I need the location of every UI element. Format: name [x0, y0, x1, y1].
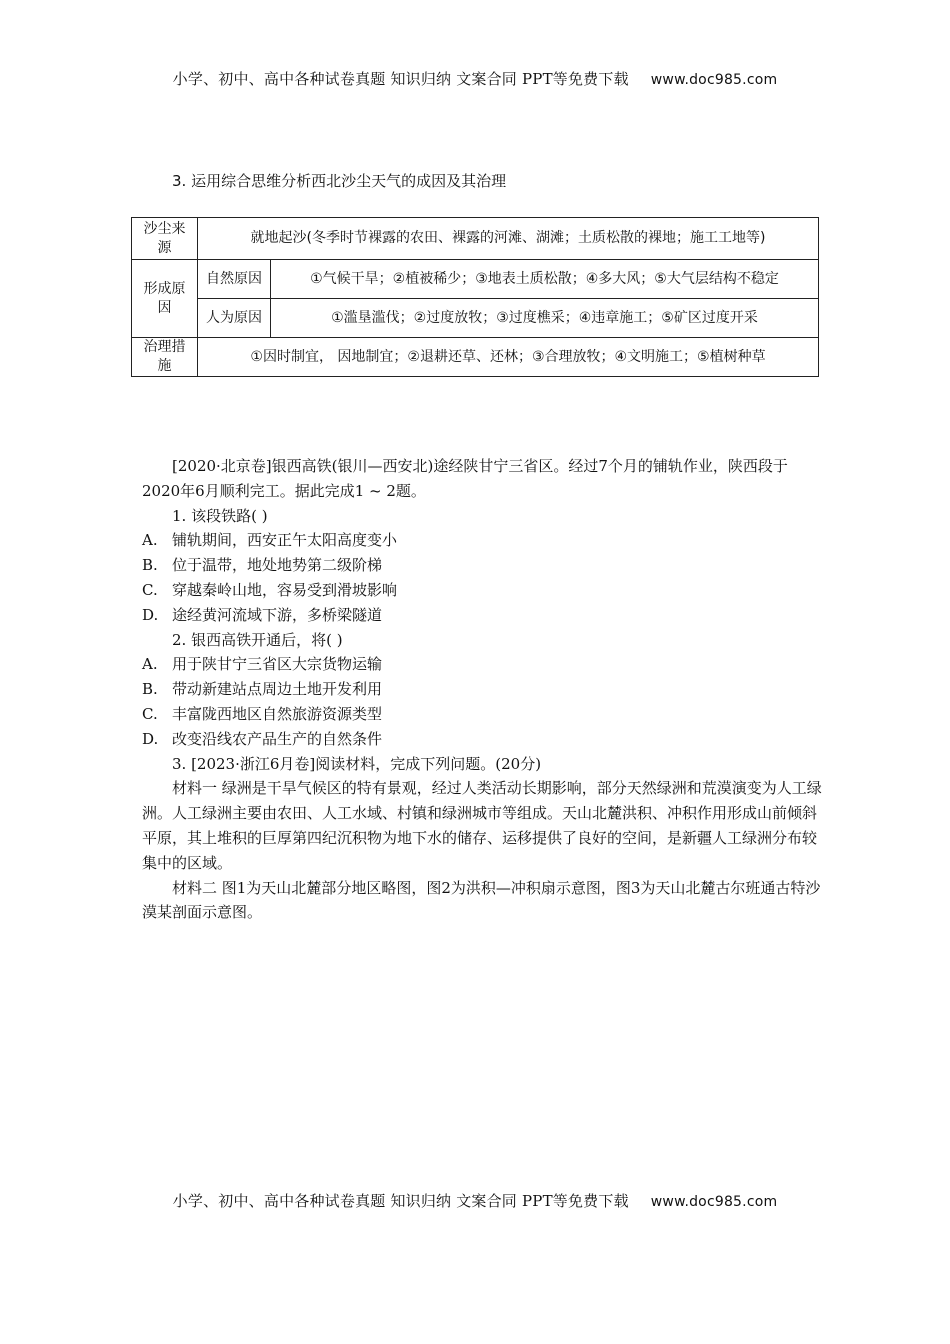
- q1-option-a: A. 铺轨期间，西安正午太阳高度变小: [142, 531, 398, 550]
- question-2-stem: 2. 银西高铁开通后，将( ): [172, 630, 343, 649]
- sub-label-human: 人为原因: [198, 299, 271, 338]
- q1-option-d: D. 途经黄河流域下游，多桥梁隧道: [142, 605, 383, 624]
- footer-site-link[interactable]: www.doc985.com: [650, 1194, 778, 1210]
- q1-option-b: B. 位于温带，地处地势第二级阶梯: [142, 556, 383, 575]
- page-footer: [0, 1190, 950, 1211]
- question-passage: [142, 454, 822, 925]
- sub-label-natural: 自然原因: [198, 260, 271, 299]
- header-text: 小学、初中、高中各种试卷真题 知识归纳 文案合同 PPT等免费下载: [172, 70, 629, 88]
- row-label-measures: 治理措施: [132, 338, 198, 377]
- natural-causes: ①气候干旱；②植被稀少；③地表土质松散；④多大风；⑤大气层结构不稳定: [271, 260, 819, 299]
- table-row: [132, 218, 819, 260]
- q2-option-c: C. 丰富陇西地区自然旅游资源类型: [142, 704, 383, 723]
- material-1: 材料一 绿洲是干旱气候区的特有景观，经过人类活动长期影响，部分天然绿洲和荒漠演变为人工绿洲。人工绿洲主要由农田、人工水域、村镇和绿洲城市等组成。天山北麓洪积、冲积作用形成山前倾斜平原，其上堆积的巨厚第四纪沉积物为地下水的储存、运移提供了良好的空间，是新疆人工绿洲分布较集中的区域。: [142, 779, 822, 872]
- q1-option-c: C. 穿越秦岭山地，容易受到滑坡影响: [142, 580, 398, 599]
- question-1-stem: 1. 该段铁路( ): [172, 506, 268, 525]
- page-header: [0, 68, 950, 89]
- q2-option-a: A. 用于陕甘宁三省区大宗货物运输: [142, 655, 383, 674]
- row-label-causes: 形成原因: [132, 260, 198, 338]
- row-label-source: 沙尘来源: [132, 218, 198, 260]
- material-2: 材料二 图1为天山北麓部分地区略图，图2为洪积—冲积扇示意图，图3为天山北麓古尔班通古特沙漠某剖面示意图。: [142, 878, 821, 922]
- question-3-stem: 3. [2023·浙江6月卷]阅读材料，完成下列问题。(20分): [172, 754, 542, 773]
- human-causes: ①滥垦滥伐；②过度放牧；③过度樵采；④违章施工；⑤矿区过度开采: [271, 299, 819, 338]
- footer-text: 小学、初中、高中各种试卷真题 知识归纳 文案合同 PPT等免费下载: [172, 1192, 629, 1210]
- q2-option-b: B. 带动新建站点周边土地开发利用: [142, 680, 383, 699]
- table-row: [132, 338, 819, 377]
- row-content-measures: ①因时制宜， 因地制宜；②退耕还草、还林；③合理放牧；④文明施工；⑤植树种草: [198, 338, 819, 377]
- section-title: 3. 运用综合思维分析西北沙尘天气的成因及其治理: [172, 172, 507, 190]
- header-site-link[interactable]: www.doc985.com: [650, 72, 778, 88]
- dust-weather-table: [131, 217, 819, 377]
- q2-option-d: D. 改变沿线农产品生产的自然条件: [142, 729, 383, 748]
- intro-paragraph: [2020·北京卷]银西高铁(银川—西安北)途经陕甘宁三省区。经过7个月的铺轨作业，陕西段于2020年6月顺利完工。据此完成1 ~ 2题。: [142, 457, 788, 500]
- table-row: [132, 299, 819, 338]
- row-content-source: 就地起沙(冬季时节裸露的农田、裸露的河滩、湖滩；土质松散的裸地；施工工地等): [198, 218, 819, 260]
- table-row: [132, 260, 819, 299]
